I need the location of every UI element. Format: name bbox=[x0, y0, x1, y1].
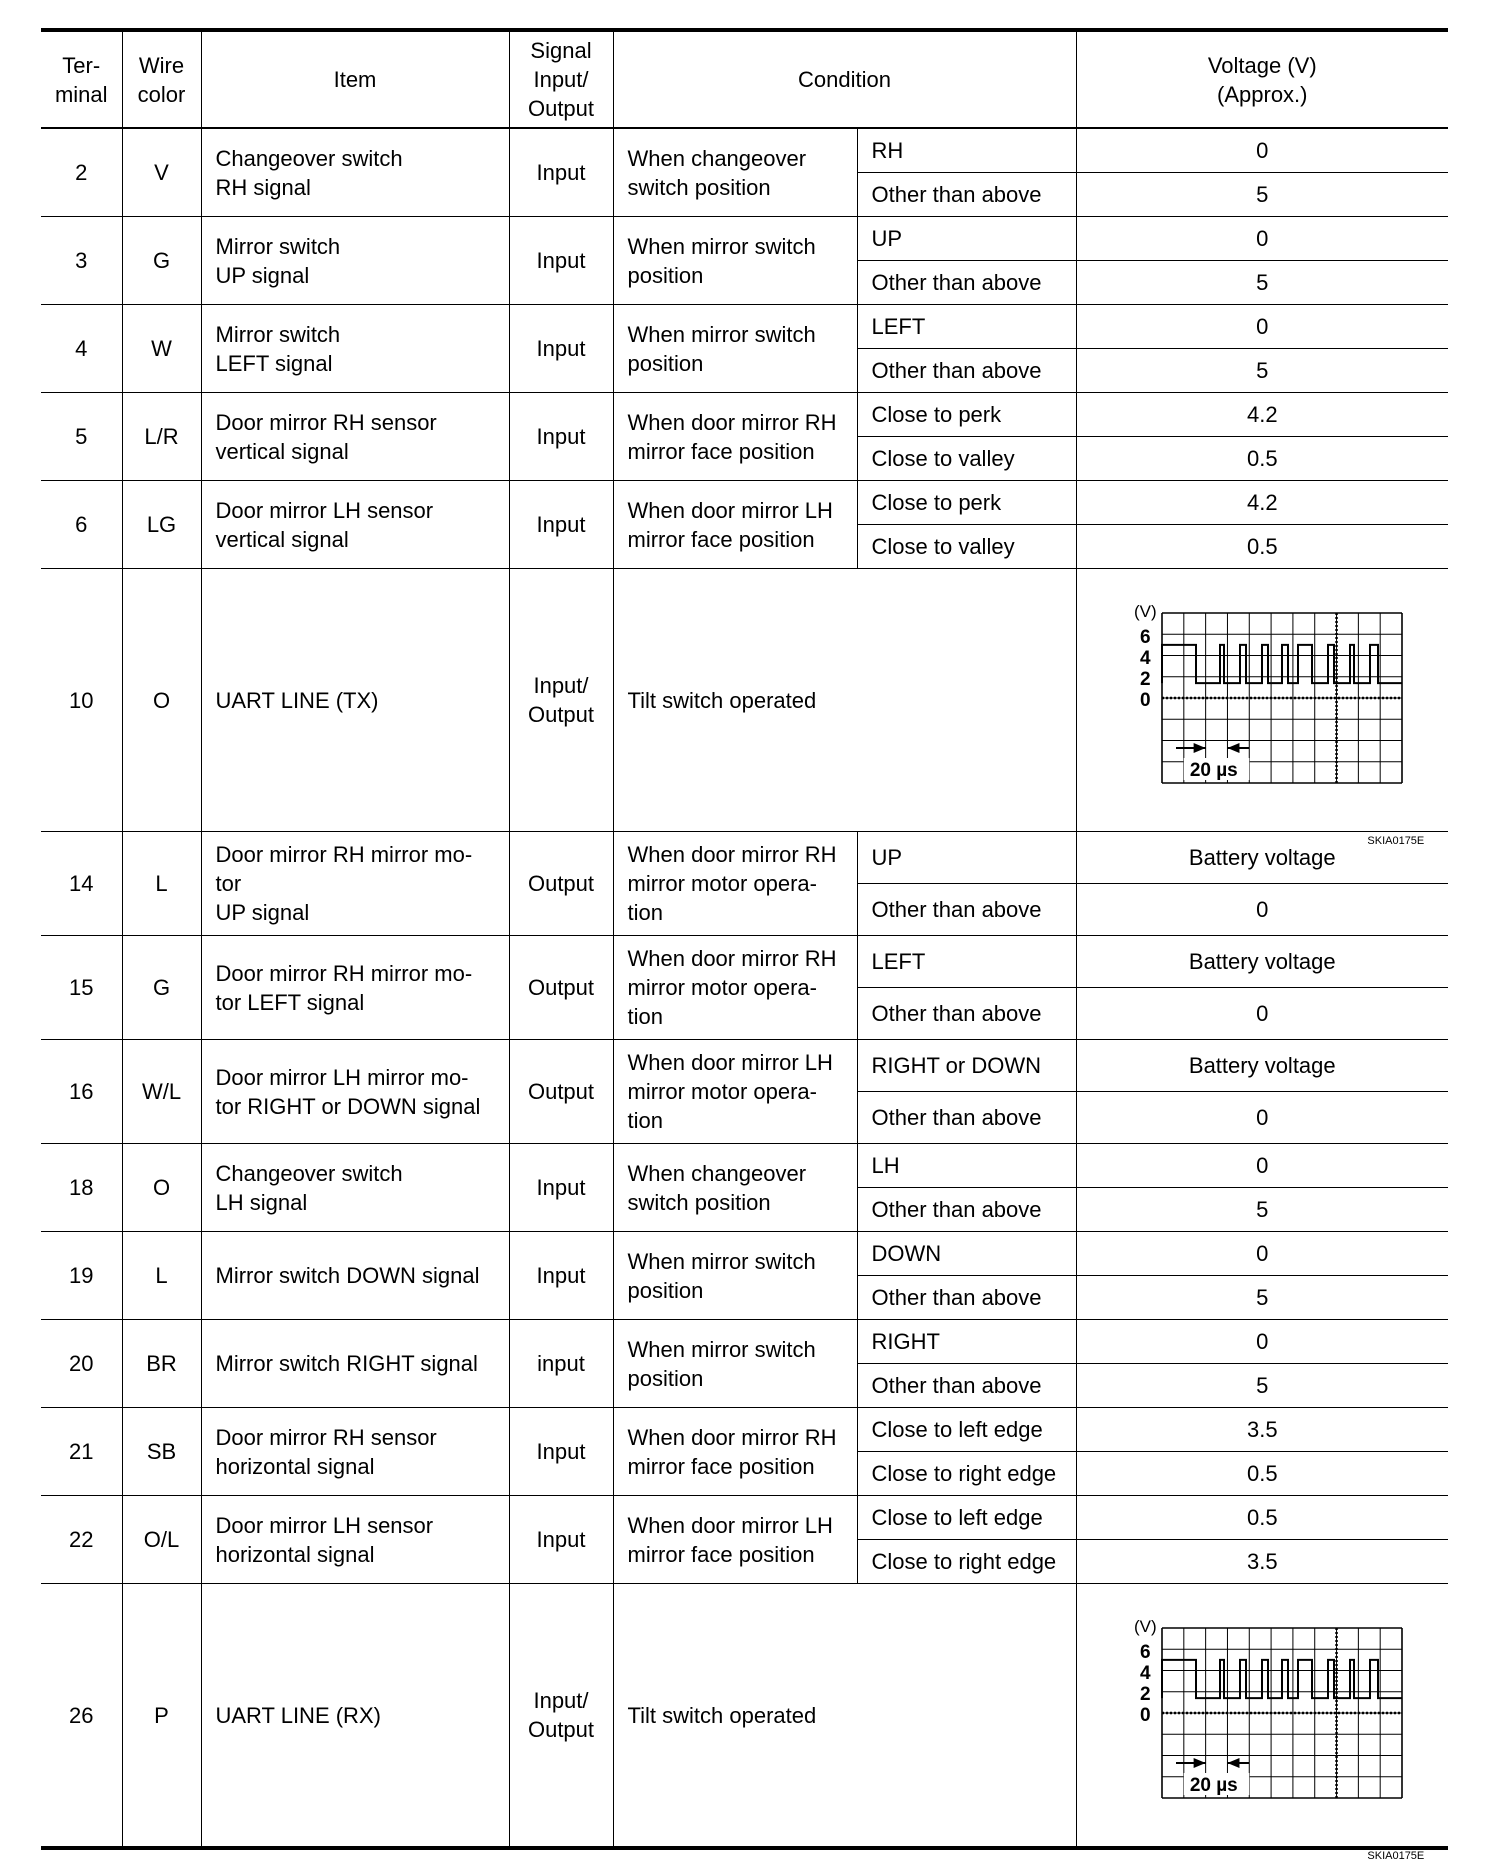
terminal-cell: 20 bbox=[41, 1320, 122, 1408]
condition-cell: When door mirror RH mirror face position bbox=[613, 1408, 857, 1496]
item-cell: Door mirror RH mirror mo- tor UP signal bbox=[201, 832, 509, 936]
condition-state-cell: Close to perk bbox=[857, 481, 1076, 525]
wire-color-cell: O bbox=[122, 569, 201, 832]
header-terminal: Ter- minal bbox=[41, 30, 122, 128]
condition-state-cell: Other than above bbox=[857, 1188, 1076, 1232]
signal-io-cell: Output bbox=[509, 1040, 613, 1144]
waveform-graphic bbox=[1110, 1617, 1425, 1862]
signal-io-cell: Input bbox=[509, 1496, 613, 1584]
item-cell: UART LINE (TX) bbox=[201, 569, 509, 832]
header-signal: Signal Input/ Output bbox=[509, 30, 613, 128]
signal-io-cell: Input/ Output bbox=[509, 569, 613, 832]
condition-state-cell: Close to left edge bbox=[857, 1496, 1076, 1540]
condition-state-cell: Other than above bbox=[857, 884, 1076, 936]
terminal-cell: 16 bbox=[41, 1040, 122, 1144]
wire-color-cell: W bbox=[122, 305, 201, 393]
condition-cell: When door mirror LH mirror face position bbox=[613, 1496, 857, 1584]
wire-color-cell: BR bbox=[122, 1320, 201, 1408]
condition-cell: When door mirror LH mirror motor opera- tion bbox=[613, 1040, 857, 1144]
condition-cell: Tilt switch operated bbox=[613, 569, 1076, 832]
signal-io-cell: Input bbox=[509, 393, 613, 481]
condition-cell: When mirror switch position bbox=[613, 1320, 857, 1408]
item-cell: Mirror switch LEFT signal bbox=[201, 305, 509, 393]
table-row bbox=[41, 1584, 1448, 1849]
condition-cell: When mirror switch position bbox=[613, 1232, 857, 1320]
condition-cell: When door mirror LH mirror face position bbox=[613, 481, 857, 569]
table-row bbox=[41, 217, 1448, 261]
voltage-cell: 0.5 bbox=[1076, 437, 1448, 481]
signal-io-cell: Input bbox=[509, 128, 613, 217]
voltage-cell: 3.5 bbox=[1076, 1540, 1448, 1584]
table-row bbox=[41, 1040, 1448, 1092]
condition-state-cell: Close to valley bbox=[857, 437, 1076, 481]
item-cell: Door mirror RH mirror mo- tor LEFT signal bbox=[201, 936, 509, 1040]
wire-color-cell: V bbox=[122, 128, 201, 217]
y-tick-label: 4 bbox=[1140, 648, 1151, 669]
condition-state-cell: DOWN bbox=[857, 1232, 1076, 1276]
signal-io-cell: Output bbox=[509, 832, 613, 936]
signal-io-cell: Input bbox=[509, 305, 613, 393]
voltage-cell: 5 bbox=[1076, 261, 1448, 305]
wire-color-cell: P bbox=[122, 1584, 201, 1849]
voltage-cell: 0 bbox=[1076, 217, 1448, 261]
terminal-cell: 4 bbox=[41, 305, 122, 393]
y-unit-label: (V) bbox=[1134, 1617, 1157, 1636]
y-tick-label: 2 bbox=[1140, 1684, 1151, 1705]
condition-state-cell: UP bbox=[857, 832, 1076, 884]
table-row bbox=[41, 1408, 1448, 1452]
voltage-cell: 5 bbox=[1076, 1364, 1448, 1408]
table-row bbox=[41, 393, 1448, 437]
condition-state-cell: Other than above bbox=[857, 349, 1076, 393]
item-cell: Door mirror RH sensor horizontal signal bbox=[201, 1408, 509, 1496]
condition-state-cell: Other than above bbox=[857, 173, 1076, 217]
signal-io-cell: Output bbox=[509, 936, 613, 1040]
condition-state-cell: LH bbox=[857, 1144, 1076, 1188]
table-row bbox=[41, 305, 1448, 349]
wire-color-cell: O/L bbox=[122, 1496, 201, 1584]
voltage-waveform-cell bbox=[1076, 569, 1448, 847]
table-body bbox=[41, 128, 1448, 1862]
item-cell: Door mirror RH sensor vertical signal bbox=[201, 393, 509, 481]
item-cell: Mirror switch DOWN signal bbox=[201, 1232, 509, 1320]
signal-io-cell: Input bbox=[509, 1408, 613, 1496]
condition-cell: Tilt switch operated bbox=[613, 1584, 1076, 1849]
time-scale-label: 20 µs bbox=[1190, 760, 1239, 781]
terminal-cell: 21 bbox=[41, 1408, 122, 1496]
table-row bbox=[41, 481, 1448, 525]
condition-state-cell: Other than above bbox=[857, 1276, 1076, 1320]
condition-state-cell: Close to left edge bbox=[857, 1408, 1076, 1452]
terminal-cell: 14 bbox=[41, 832, 122, 936]
wire-color-cell: G bbox=[122, 217, 201, 305]
terminal-cell: 3 bbox=[41, 217, 122, 305]
condition-state-cell: Close to perk bbox=[857, 393, 1076, 437]
voltage-cell: 5 bbox=[1076, 173, 1448, 217]
oscilloscope-grid bbox=[1110, 1618, 1414, 1818]
signal-io-cell: Input bbox=[509, 217, 613, 305]
condition-cell: When door mirror RH mirror motor opera- tion bbox=[613, 832, 857, 936]
voltage-cell: 5 bbox=[1076, 349, 1448, 393]
condition-state-cell: RIGHT bbox=[857, 1320, 1076, 1364]
wire-color-cell: L bbox=[122, 832, 201, 936]
figure-code: SKIA0175E bbox=[1367, 835, 1425, 847]
condition-state-cell: Other than above bbox=[857, 261, 1076, 305]
voltage-cell: 5 bbox=[1076, 1188, 1448, 1232]
header-wire-color: Wire color bbox=[122, 30, 201, 128]
condition-state-cell: RIGHT or DOWN bbox=[857, 1040, 1076, 1092]
condition-state-cell: Close to valley bbox=[857, 525, 1076, 569]
table-row bbox=[41, 1232, 1448, 1276]
table-row bbox=[41, 1496, 1448, 1540]
header-item: Item bbox=[201, 30, 509, 128]
condition-state-cell: Close to right edge bbox=[857, 1452, 1076, 1496]
condition-state-cell: LEFT bbox=[857, 936, 1076, 988]
voltage-cell: 0 bbox=[1076, 128, 1448, 173]
condition-cell: When changeover switch position bbox=[613, 128, 857, 217]
voltage-cell: 0 bbox=[1076, 1144, 1448, 1188]
voltage-cell: 0 bbox=[1076, 1092, 1448, 1144]
voltage-cell: 0 bbox=[1076, 305, 1448, 349]
condition-state-cell: Other than above bbox=[857, 1364, 1076, 1408]
waveform-graphic bbox=[1110, 602, 1425, 847]
time-scale-label: 20 µs bbox=[1190, 1775, 1239, 1796]
y-tick-label: 6 bbox=[1140, 1642, 1151, 1663]
voltage-cell: 4.2 bbox=[1076, 393, 1448, 437]
voltage-cell: 3.5 bbox=[1076, 1408, 1448, 1452]
signal-io-cell: Input/ Output bbox=[509, 1584, 613, 1849]
table-row bbox=[41, 832, 1448, 884]
terminal-cell: 26 bbox=[41, 1584, 122, 1849]
terminal-cell: 22 bbox=[41, 1496, 122, 1584]
terminal-table bbox=[41, 28, 1448, 1862]
condition-state-cell: LEFT bbox=[857, 305, 1076, 349]
terminal-cell: 15 bbox=[41, 936, 122, 1040]
item-cell: Changeover switch RH signal bbox=[201, 128, 509, 217]
terminal-cell: 10 bbox=[41, 569, 122, 832]
signal-io-cell: Input bbox=[509, 481, 613, 569]
voltage-cell: 0 bbox=[1076, 1320, 1448, 1364]
figure-code: SKIA0175E bbox=[1367, 1850, 1425, 1862]
voltage-cell: Battery voltage bbox=[1076, 1040, 1448, 1092]
condition-state-cell: UP bbox=[857, 217, 1076, 261]
terminal-cell: 5 bbox=[41, 393, 122, 481]
condition-state-cell: Other than above bbox=[857, 988, 1076, 1040]
condition-cell: When door mirror RH mirror motor opera- tion bbox=[613, 936, 857, 1040]
voltage-cell: 0 bbox=[1076, 988, 1448, 1040]
wire-color-cell: LG bbox=[122, 481, 201, 569]
condition-cell: When mirror switch position bbox=[613, 305, 857, 393]
table-row bbox=[41, 1144, 1448, 1188]
y-tick-label: 0 bbox=[1140, 690, 1151, 711]
y-tick-label: 0 bbox=[1140, 1705, 1151, 1726]
y-tick-label: 4 bbox=[1140, 1663, 1151, 1684]
item-cell: Door mirror LH mirror mo- tor RIGHT or DOWN signal bbox=[201, 1040, 509, 1144]
voltage-cell: 0 bbox=[1076, 1232, 1448, 1276]
condition-state-cell: RH bbox=[857, 128, 1076, 173]
voltage-cell: 0 bbox=[1076, 884, 1448, 936]
header-row bbox=[41, 30, 1448, 128]
voltage-cell: 0.5 bbox=[1076, 525, 1448, 569]
y-tick-label: 2 bbox=[1140, 669, 1151, 690]
wire-color-cell: G bbox=[122, 936, 201, 1040]
header-voltage: Voltage (V) (Approx.) bbox=[1076, 30, 1448, 128]
signal-io-cell: Input bbox=[509, 1144, 613, 1232]
table-row bbox=[41, 128, 1448, 173]
voltage-cell: Battery voltage bbox=[1076, 832, 1448, 884]
wire-color-cell: L bbox=[122, 1232, 201, 1320]
voltage-cell: 0.5 bbox=[1076, 1496, 1448, 1540]
wire-color-cell: SB bbox=[122, 1408, 201, 1496]
voltage-cell: 4.2 bbox=[1076, 481, 1448, 525]
item-cell: Door mirror LH sensor vertical signal bbox=[201, 481, 509, 569]
table-row bbox=[41, 1320, 1448, 1364]
voltage-cell: 5 bbox=[1076, 1276, 1448, 1320]
signal-io-cell: Input bbox=[509, 1232, 613, 1320]
header-condition: Condition bbox=[613, 30, 1076, 128]
oscilloscope-grid bbox=[1110, 603, 1414, 803]
condition-cell: When door mirror RH mirror face position bbox=[613, 393, 857, 481]
item-cell: Door mirror LH sensor horizontal signal bbox=[201, 1496, 509, 1584]
condition-cell: When changeover switch position bbox=[613, 1144, 857, 1232]
condition-cell: When mirror switch position bbox=[613, 217, 857, 305]
voltage-cell: Battery voltage bbox=[1076, 936, 1448, 988]
wire-color-cell: W/L bbox=[122, 1040, 201, 1144]
signal-io-cell: input bbox=[509, 1320, 613, 1408]
item-cell: Mirror switch UP signal bbox=[201, 217, 509, 305]
voltage-waveform-cell bbox=[1076, 1584, 1448, 1862]
terminal-cell: 6 bbox=[41, 481, 122, 569]
condition-state-cell: Close to right edge bbox=[857, 1540, 1076, 1584]
terminal-cell: 19 bbox=[41, 1232, 122, 1320]
condition-state-cell: Other than above bbox=[857, 1092, 1076, 1144]
wire-color-cell: O bbox=[122, 1144, 201, 1232]
item-cell: Changeover switch LH signal bbox=[201, 1144, 509, 1232]
voltage-cell: 0.5 bbox=[1076, 1452, 1448, 1496]
wire-color-cell: L/R bbox=[122, 393, 201, 481]
item-cell: Mirror switch RIGHT signal bbox=[201, 1320, 509, 1408]
y-tick-label: 6 bbox=[1140, 627, 1151, 648]
table-row bbox=[41, 936, 1448, 988]
item-cell: UART LINE (RX) bbox=[201, 1584, 509, 1849]
table-row bbox=[41, 569, 1448, 832]
terminal-cell: 18 bbox=[41, 1144, 122, 1232]
terminal-cell: 2 bbox=[41, 128, 122, 217]
y-unit-label: (V) bbox=[1134, 602, 1157, 621]
